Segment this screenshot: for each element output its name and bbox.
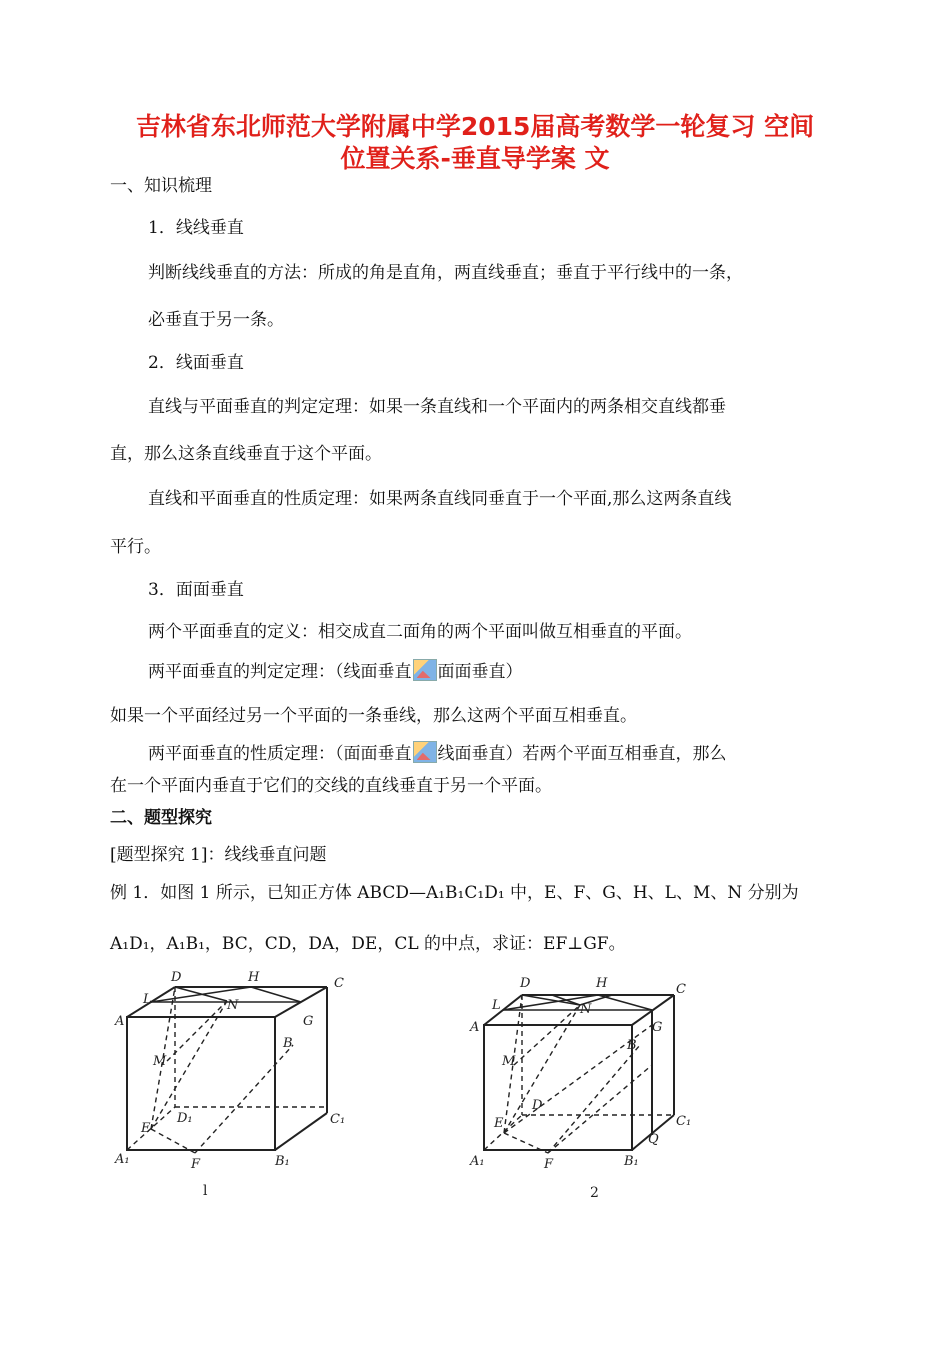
prop-text-pre: 两平面垂直的性质定理：（面面垂直 (148, 744, 412, 764)
vertex-label: L (492, 998, 501, 1013)
subsection-title: 1．线线垂直 (148, 218, 244, 238)
paragraph-line: 判断线线垂直的方法：所成的角是直角，两直线垂直；垂直于平行线中的一条， (148, 263, 743, 283)
paragraph-line: 两个平面垂直的定义：相交成直二面角的两个平面叫做互相垂直的平面。 (148, 622, 692, 642)
prop-text-post: 线面垂直）若两个平面互相垂直，那么 (437, 744, 727, 764)
vertex-label: B (627, 1038, 637, 1053)
figure-caption: l (203, 1183, 208, 1199)
vertex-label: D (520, 976, 531, 991)
figure-caption: 2 (590, 1185, 599, 1201)
paragraph-line (148, 741, 727, 766)
subsection-title: 3．面面垂直 (148, 580, 244, 600)
formula-image-icon (413, 741, 437, 763)
cube-figure-2 (462, 965, 732, 1205)
vertex-label: C (334, 976, 344, 991)
vertex-label: A (470, 1020, 480, 1035)
paragraph-line: 在一个平面内垂直于它们的交线的直线垂直于另一个平面。 (110, 776, 552, 796)
vertex-label: D (171, 970, 182, 985)
vertex-label: F (191, 1157, 201, 1172)
vertex-label: G (303, 1014, 314, 1029)
example-text: A₁D₁，A₁B₁，BC，CD，DA，DE，CL 的中点，求证：EF⊥GF。 (110, 934, 626, 954)
paragraph-line: 平行。 (110, 537, 161, 557)
vertex-label: M (502, 1054, 516, 1069)
vertex-label: N (580, 1002, 592, 1017)
paragraph-line: 如果一个平面经过另一个平面的一条垂线，那么这两个平面互相垂直。 (110, 706, 637, 726)
vertex-label: E (494, 1116, 504, 1131)
paragraph-line: 必垂直于另一条。 (148, 310, 284, 330)
vertex-label: H (248, 970, 260, 985)
vertex-label: M (153, 1054, 167, 1069)
vertex-label: E (141, 1121, 151, 1136)
vertex-label: L (143, 992, 152, 1007)
subsection-title: 2．线面垂直 (148, 353, 244, 373)
vertex-label: C (676, 982, 686, 997)
judge-text-pre: 两平面垂直的判定定理：（线面垂直 (148, 662, 412, 682)
vertex-label: C₁ (676, 1114, 692, 1129)
vertex-label: B₁ (275, 1154, 290, 1169)
vertex-label: C₁ (330, 1112, 346, 1127)
vertex-label: H (596, 976, 608, 991)
paragraph-line: 直线和平面垂直的性质定理：如果两条直线同垂直于一个平面,那么这两条直线 (148, 489, 732, 509)
section-heading: 二、题型探究 (110, 808, 212, 828)
vertex-label: B (283, 1036, 293, 1051)
section-heading: 一、知识梳理 (110, 176, 212, 196)
vertex-label: B₁ (624, 1154, 639, 1169)
paragraph-line: 直，那么这条直线垂直于这个平面。 (110, 444, 382, 464)
vertex-label: A₁ (115, 1152, 130, 1167)
paragraph-line: 直线与平面垂直的判定定理：如果一条直线和一个平面内的两条相交直线都垂 (148, 397, 726, 417)
vertex-label: D₁ (177, 1111, 193, 1126)
document-title-line2: 位置关系-垂直导学案 文 (340, 144, 610, 173)
vertex-label: Q (648, 1132, 659, 1147)
vertex-label: F (544, 1157, 554, 1172)
cube-figure-1 (105, 965, 375, 1205)
vertex-label: N (227, 998, 239, 1013)
vertex-label: D (532, 1098, 543, 1113)
vertex-label: A (115, 1014, 125, 1029)
vertex-label: A₁ (470, 1154, 485, 1169)
paragraph-line (148, 659, 523, 684)
document-title-line1: 吉林省东北师范大学附属中学2015届高考数学一轮复习 空间 (135, 112, 815, 141)
formula-image-icon (413, 659, 437, 681)
example-text: 例 1．如图 1 所示，已知正方体 ABCD—A₁B₁C₁D₁ 中，E、F、G、H、L、M、N 分别为 (110, 883, 799, 903)
vertex-label: G (652, 1020, 663, 1035)
judge-text-post: 面面垂直） (437, 662, 523, 682)
question-type-label: [题型探究 1]：线线垂直问题 (110, 845, 327, 865)
